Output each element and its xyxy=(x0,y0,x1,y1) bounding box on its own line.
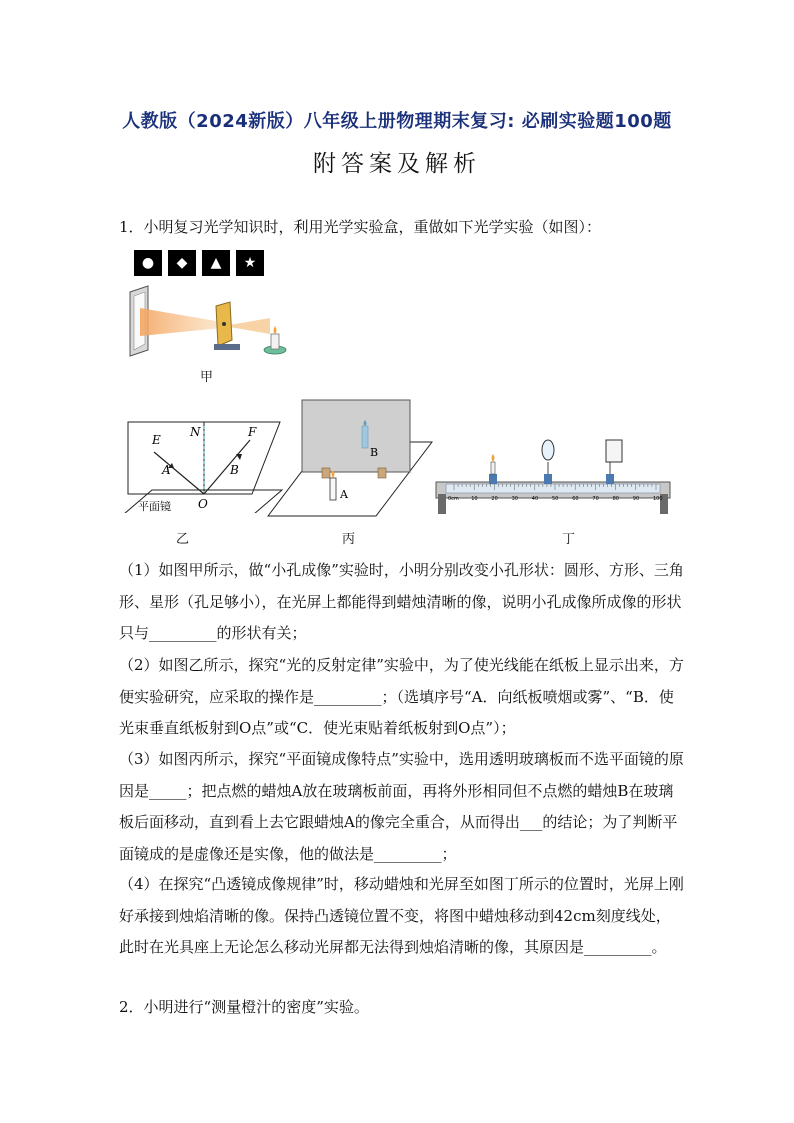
question-1-part-3: （3）如图丙所示，探究“平面镜成像特点”实验中，选用透明玻璃板而不选平面镜的原因是_____；把点燃的蜡烛A放在玻璃板前面，再将外形相同但不点燃的蜡烛B在玻璃板后面移动，直到看上去它跟蜡烛A的像完全重合，从而得出___的结论；为了判断平面镜成的是虚像还是实像，他的做法是_________； xyxy=(119,750,684,863)
figure-bing-caption: 丙 xyxy=(342,532,356,547)
label-F: F xyxy=(248,425,257,439)
ruler-tick-label: 40 xyxy=(531,496,539,502)
square-hole-icon: ◆ xyxy=(168,250,196,276)
label-N: N xyxy=(190,425,201,439)
label-A: A xyxy=(162,463,171,477)
label-O: O xyxy=(198,497,208,511)
label-mirror: 平面镜 xyxy=(138,500,171,513)
figure-ding-caption: 丁 xyxy=(562,532,576,547)
page-title: 人教版（2024新版）八年级上册物理期末复习: 必刷实验题100题 xyxy=(122,111,672,132)
ruler-tick-label: 60 xyxy=(572,496,579,502)
triangle-hole-icon: ▲ xyxy=(202,250,230,276)
ruler-tick-label: 10 xyxy=(471,496,478,502)
label-candle-A: A xyxy=(340,488,348,501)
question-2-stem: 2．小明进行“测量橙汁的密度”实验。 xyxy=(119,998,369,1016)
figure-yi-caption: 乙 xyxy=(176,532,190,547)
ruler-tick-label: 80 xyxy=(612,496,619,502)
label-candle-B: B xyxy=(370,446,379,459)
question-1-stem: 1．小明复习光学知识时，利用光学实验盒，重做如下光学实验（如图）： xyxy=(119,218,602,236)
figure-jia-pinhole xyxy=(120,284,300,364)
ruler-tick-label: 30 xyxy=(511,496,518,502)
ruler-tick-label: 50 xyxy=(552,496,559,502)
star-hole-icon: ★ xyxy=(236,250,264,276)
ruler-tick-label: 70 xyxy=(592,496,599,502)
figure-ding-optical-bench xyxy=(434,436,672,518)
question-1-part-4: （4）在探究“凸透镜成像规律”时，移动蜡烛和光屏至如图丁所示的位置时，光屏上刚好承接到烛焰清晰的像。保持凸透镜位置不变，将图中蜡烛移动到42cm刻度线处，此时在光具座上无论怎么移动光屏都无法得到烛焰清晰的像，其原因是_________。 xyxy=(119,875,684,956)
circle-hole-icon: ● xyxy=(134,250,162,276)
label-E: E xyxy=(152,433,161,447)
hole-shapes xyxy=(134,250,264,276)
figure-jia-caption: 甲 xyxy=(200,370,214,385)
figure-bing-plane-mirror xyxy=(266,398,436,518)
ruler-tick-label: 100 xyxy=(653,496,663,502)
question-1-part-1: （1）如图甲所示，做“小孔成像”实验时，小明分别改变小孔形状：圆形、方形、三角形、星形（孔足够小），在光屏上都能得到蜡烛清晰的像，说明小孔成像所成像的形状只与_________的形状有关； xyxy=(119,561,684,642)
question-1-part-2: （2）如图乙所示，探究“光的反射定律”实验中，为了使光线能在纸板上显示出来，方便实验研究，应采取的操作是_________；（选填序号“A．向纸板喷烟或雾”、“B．使光束垂直纸板射到O点”或“C．使光束贴着纸板射到O点”）； xyxy=(119,656,684,737)
ruler-tick-label: 20 xyxy=(491,496,498,502)
ruler-start-label: 0cm xyxy=(448,496,459,502)
page-subtitle: 附答案及解析 xyxy=(313,151,481,177)
ruler-tick-label: 90 xyxy=(632,496,640,502)
label-B: B xyxy=(230,463,239,477)
